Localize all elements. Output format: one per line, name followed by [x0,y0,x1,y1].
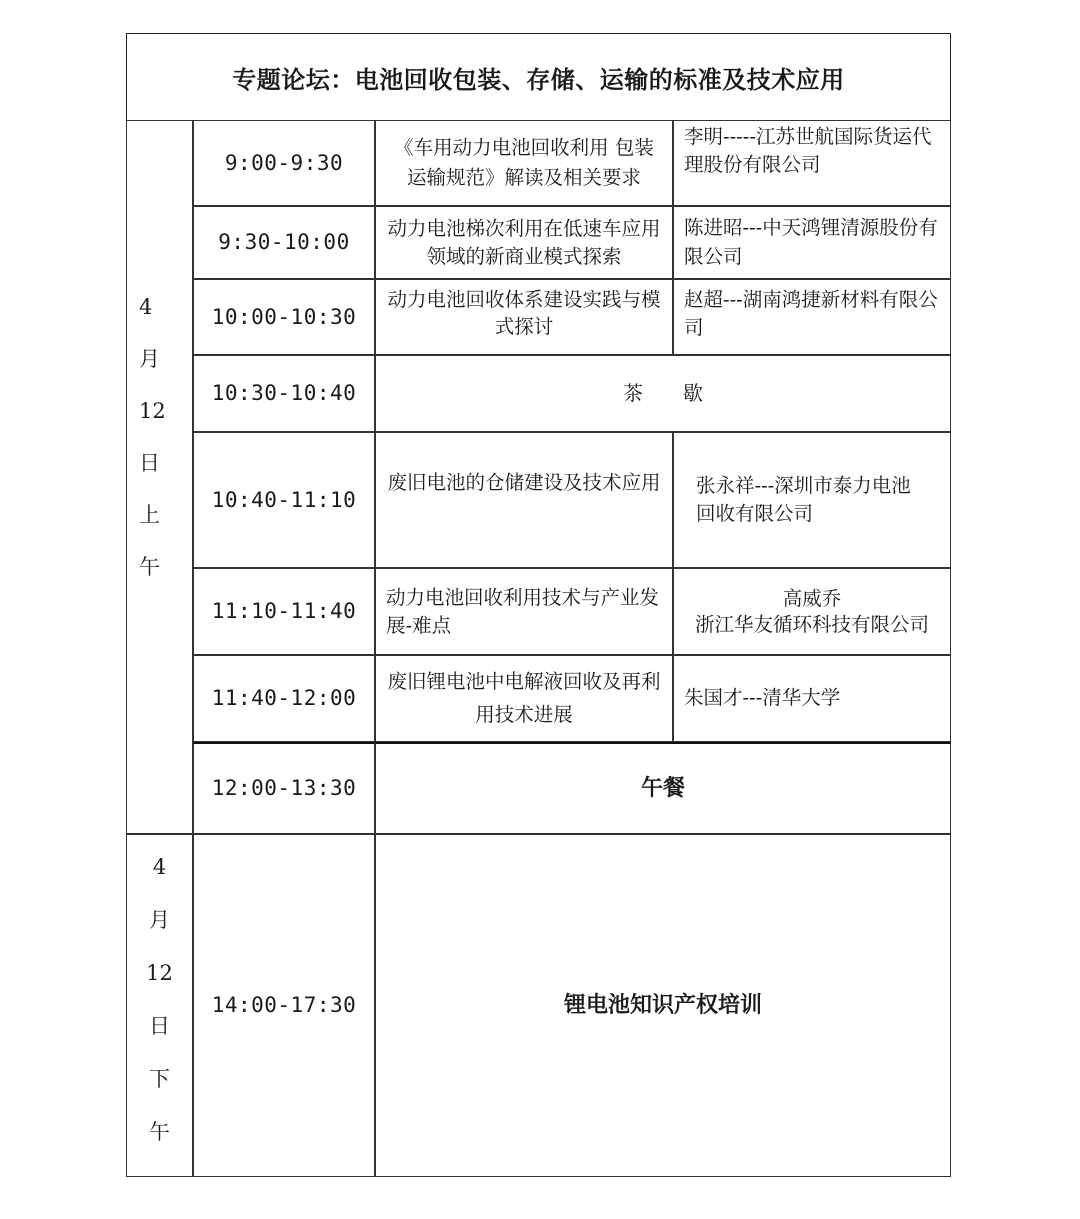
morning-date-char: 日 [139,451,160,475]
session-time: 9:30-10:00 [193,206,375,279]
session-time: 12:00-13:30 [193,742,375,834]
afternoon-date-cell [126,834,193,1177]
session-speaker: 陈进昭---中天鸿锂清源股份有限公司 [673,206,951,279]
afternoon-date-char: 下 [149,1067,170,1091]
session-time: 10:40-11:10 [193,432,375,568]
morning-date-char: 上 [139,503,160,527]
session-speaker: 赵超---湖南鸿捷新材料有限公司 [673,279,951,355]
session-topic: 动力电池回收利用技术与产业发展-难点 [375,568,673,655]
session-time: 9:00-9:30 [193,120,375,206]
morning-date-char: 4 [139,295,153,319]
session-topic: 动力电池梯次利用在低速车应用领域的新商业模式探索 [375,206,673,279]
session-topic: 废旧电池的仓储建设及技术应用 [375,432,673,568]
session-speaker: 张永祥---深圳市泰力电池回收有限公司 [673,432,951,568]
page-title: 专题论坛：电池回收包装、存储、运输的标准及技术应用 [126,33,951,121]
session-speaker: 高威乔 浙江华友循环科技有限公司 [673,568,951,655]
session-time: 10:00-10:30 [193,279,375,355]
session-time: 10:30-10:40 [193,355,375,432]
afternoon-date-char: 4 [152,855,167,879]
afternoon-date-char: 午 [149,1120,170,1144]
tea-break-cell: 茶 歇 [375,355,951,432]
session-time: 14:00-17:30 [193,834,375,1177]
afternoon-date-char: 12 [146,961,173,985]
session-topic: 动力电池回收体系建设实践与模式探讨 [375,279,673,355]
afternoon-date-char: 日 [149,1014,170,1038]
morning-date-cell [126,120,193,834]
morning-date-char: 12 [139,399,166,423]
morning-date-char: 月 [139,347,160,371]
session-speaker: 朱国才---清华大学 [673,655,951,742]
lunch-cell: 午餐 [375,742,951,834]
session-topic: 废旧锂电池中电解液回收及再利用技术进展 [375,655,673,742]
afternoon-date-char: 月 [149,908,170,932]
session-speaker: 李明-----江苏世航国际货运代理股份有限公司 [673,120,951,206]
morning-date-char: 午 [139,555,160,579]
session-topic: 《车用动力电池回收利用 包装运输规范》解读及相关要求 [375,120,673,206]
session-time: 11:10-11:40 [193,568,375,655]
session-time: 11:40-12:00 [193,655,375,742]
training-cell: 锂电池知识产权培训 [375,834,951,1177]
